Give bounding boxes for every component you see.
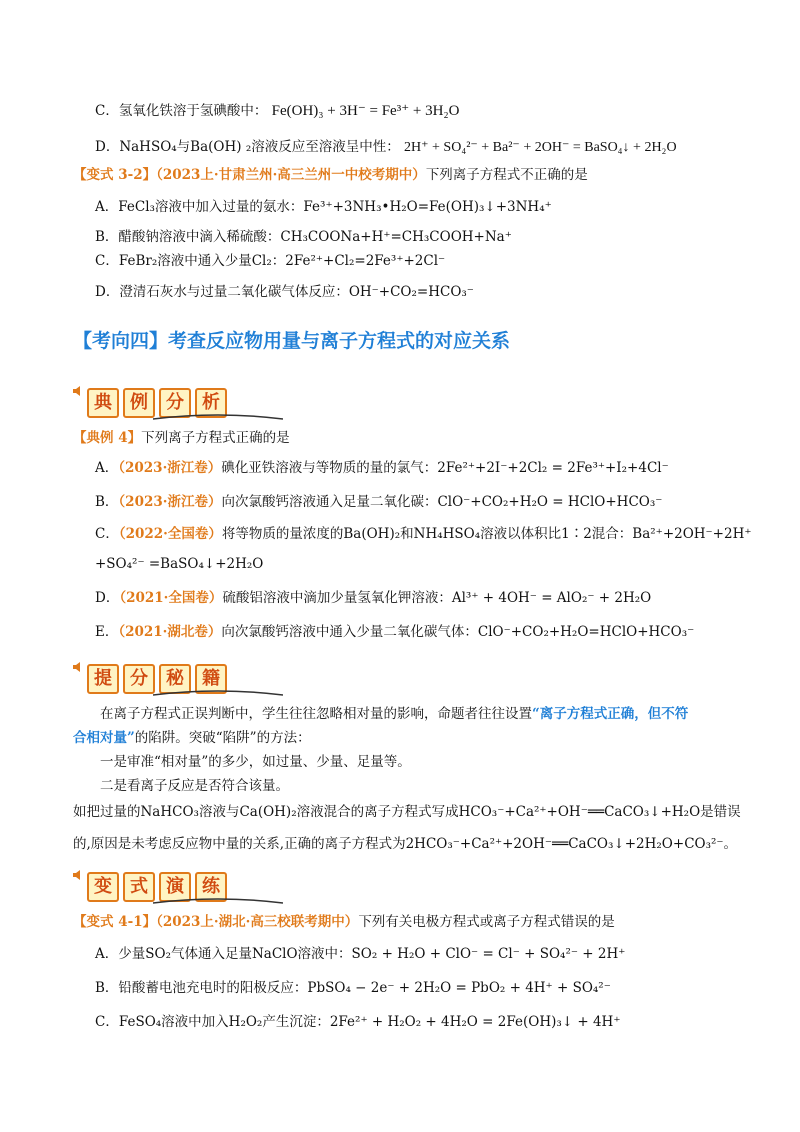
- option-b-line: [95, 492, 662, 512]
- speaker-icon: [73, 386, 85, 396]
- badge-char: 例: [123, 388, 155, 418]
- option-d-line: [95, 137, 677, 158]
- option-text: 向次氯酸钙溶液中通入少量二氧化碳气体：ClO⁻+CO₂+H₂O=HClO+HCO₃⁻: [221, 624, 695, 640]
- tip-line: 的,原因是未考虑反应物中量的关系,正确的离子方程式为2HCO₃⁻+Ca²⁺+2OH⁻══CaCO₃↓+2H₂O+CO₃²⁻。: [73, 836, 738, 852]
- option-b-line: B．铅酸蓄电池充电时的阳极反应：PbSO₄ − 2e⁻ + 2H₂O = PbO₂ + 4H⁺ + SO₄²⁻: [95, 980, 611, 996]
- book-icon: [153, 690, 283, 696]
- source-tag: （2021·全国卷）: [119, 590, 223, 606]
- option-c-line: C．FeBr₂溶液中通入少量Cl₂：2Fe²⁺+Cl₂=2Fe³⁺+2Cl⁻: [95, 253, 446, 269]
- tip-line: 一是审准“相对量”的多少，如过量、少量、足量等。: [100, 754, 411, 770]
- speaker-icon: [73, 870, 85, 880]
- tip-emphasis: “离子方程式正确，但不符: [532, 706, 689, 722]
- source-tag: （2023·浙江卷）: [118, 460, 222, 476]
- option-a-line: A．FeCl₃溶液中加入过量的氨水：Fe³⁺+3NH₃•H₂O=Fe(OH)₃↓+3NH₄⁺: [95, 199, 552, 215]
- tip-line: 如把过量的NaHCO₃溶液与Ca(OH)₂溶液混合的离子方程式写成HCO₃⁻+Ca²⁺+OH⁻══CaCO₃↓+H₂O是错误: [73, 804, 741, 820]
- tip-text: 在离子方程式正误判断中，学生往往忽略相对量的影响，命题者往往设置: [100, 706, 532, 722]
- badge-char: 析: [195, 388, 227, 418]
- option-a-line: [95, 458, 669, 478]
- question-stem: 下列离子方程式正确的是: [141, 430, 290, 446]
- option-d-line: D．澄清石灰水与过量二氧化碳气体反应：OH⁻+CO₂=HCO₃⁻: [95, 284, 474, 300]
- badge-char: 演: [159, 872, 191, 902]
- question-stem: 下列离子方程式不正确的是: [425, 167, 588, 183]
- option-c-continued: +SO₄²⁻ =BaSO₄↓+2H₂O: [95, 556, 264, 572]
- source-tag: （2021·湖北卷）: [118, 624, 222, 640]
- option-text: 将等物质的量浓度的Ba(OH)₂和NH₄HSO₄溶液以体积比1∶2混合：Ba²⁺+2OH⁻+2H⁺: [221, 526, 752, 542]
- option-c-line: [95, 101, 459, 121]
- source-tag: （2023·浙江卷）: [118, 494, 222, 510]
- option-label: A．: [95, 460, 119, 476]
- tip-paragraph-line: [100, 704, 688, 724]
- book-icon: [153, 414, 283, 420]
- option-d-line: [95, 588, 651, 608]
- tip-paragraph-line: [73, 728, 311, 748]
- option-label: B．: [95, 494, 119, 510]
- equation: 2H⁺ + SO₄²⁻ + Ba²⁻ + 2OH⁻ = BaSO₄↓ + 2H₂O: [404, 140, 677, 155]
- option-label: D．: [95, 590, 120, 606]
- speaker-icon: [73, 662, 85, 672]
- badge-char: 变: [87, 872, 119, 902]
- tip-line: 二是看离子反应是否符合该量。: [100, 778, 289, 794]
- badge-char: 籍: [195, 664, 227, 694]
- option-label: E．: [95, 624, 119, 640]
- badge-char: 分: [159, 388, 191, 418]
- example-tag: 【典例 4】: [73, 430, 142, 446]
- variant-4-1-header: [73, 912, 615, 932]
- variant-tag: 【变式 4-1】（2023上·湖北·高三校联考期中）: [73, 914, 359, 930]
- option-c-line: C．FeSO₄溶液中加入H₂O₂产生沉淀：2Fe²⁺ + H₂O₂ + 4H₂O = 2Fe(OH)₃↓ + 4H⁺: [95, 1014, 621, 1030]
- badge-char: 练: [195, 872, 227, 902]
- tip-emphasis: 合相对量”: [73, 730, 135, 746]
- variant-3-2-header: [73, 165, 588, 185]
- option-text: 硫酸铝溶液中滴加少量氢氧化钾溶液：Al³⁺ + 4OH⁻ = AlO₂⁻ + 2H₂O: [222, 590, 652, 606]
- question-stem: 下列有关电极方程式或离子方程式错误的是: [358, 914, 615, 930]
- badge-char: 提: [87, 664, 119, 694]
- option-label: C．氢氧化铁溶于氢碘酸中：: [95, 103, 268, 119]
- badge-char: 秘: [159, 664, 191, 694]
- option-b-line: B．醋酸钠溶液中滴入稀硫酸：CH₃COONa+H⁺=CH₃COOH+Na⁺: [95, 229, 512, 245]
- variant-tag: 【变式 3-2】（2023上·甘肃兰州·高三兰州一中校考期中）: [73, 167, 426, 183]
- example-4-header: [73, 428, 290, 448]
- option-c-line: [95, 524, 751, 544]
- option-e-line: [95, 622, 694, 642]
- badge-char: 典: [87, 388, 119, 418]
- source-tag: （2022·全国卷）: [118, 526, 222, 542]
- option-label: C．: [95, 526, 119, 542]
- equation: Fe(OH)₃ + 3H⁻ = Fe³⁺ + 3H₂O: [271, 103, 460, 119]
- option-a-line: A．少量SO₂气体通入足量NaClO溶液中：SO₂ + H₂O + ClO⁻ = Cl⁻ + SO₄²⁻ + 2H⁺: [95, 946, 626, 962]
- badge-char: 式: [123, 872, 155, 902]
- option-label: D．NaHSO₄与Ba(OH) ₂溶液反应至溶液呈中性：: [95, 139, 400, 155]
- book-icon: [153, 898, 283, 904]
- section-heading: 【考向四】考查反应物用量与离子方程式的对应关系: [73, 330, 511, 352]
- option-text: 向次氯酸钙溶液通入足量二氧化碳：ClO⁻+CO₂+H₂O = HClO+HCO₃⁻: [221, 494, 663, 510]
- tip-text: 的陷阱。突破“陷阱”的方法：: [134, 730, 311, 746]
- badge-char: 分: [123, 664, 155, 694]
- option-text: 碘化亚铁溶液与等物质的量的氯气：2Fe²⁺+2I⁻+2Cl₂ = 2Fe³⁺+I₂+4Cl⁻: [221, 460, 669, 476]
